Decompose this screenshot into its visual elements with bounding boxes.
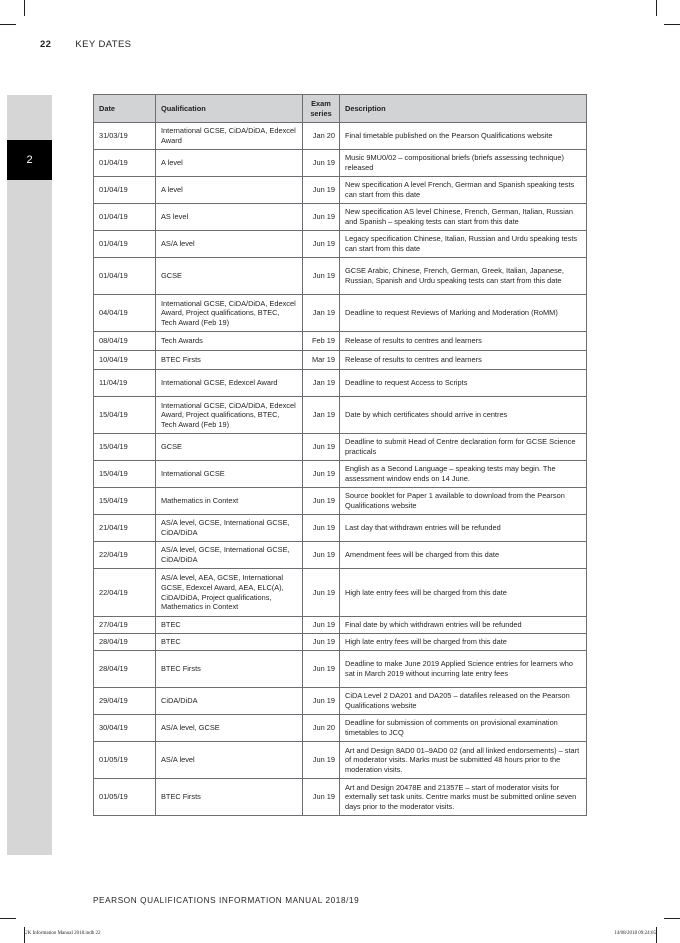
qualification-cell: BTEC Firsts <box>156 651 303 688</box>
table-row <box>94 177 587 204</box>
exam-series-cell: Jan 19 <box>303 397 340 434</box>
page-header <box>40 39 131 50</box>
description-cell: GCSE Arabic, Chinese, French, German, Greek, Italian, Japanese, Russian, Spanish and Urdu speaking tests can start from this date <box>340 258 587 295</box>
exam-series-cell: Jun 19 <box>303 150 340 177</box>
description-cell: Last day that withdrawn entries will be refunded <box>340 515 587 542</box>
crop-mark <box>24 0 25 16</box>
table-row <box>94 150 587 177</box>
date-cell: 10/04/19 <box>94 351 156 370</box>
column-header-qualification: Qualification <box>156 95 303 123</box>
date-cell: 30/04/19 <box>94 715 156 742</box>
date-cell: 28/04/19 <box>94 634 156 651</box>
table-row <box>94 434 587 461</box>
table-row <box>94 351 587 370</box>
date-cell: 15/04/19 <box>94 488 156 515</box>
exam-series-cell: Jun 19 <box>303 461 340 488</box>
table-row <box>94 742 587 779</box>
qualification-cell: AS/A level <box>156 231 303 258</box>
page-number: 22 <box>40 39 52 50</box>
table-row <box>94 617 587 634</box>
description-cell: Release of results to centres and learners <box>340 332 587 351</box>
section-title: KEY DATES <box>75 39 132 50</box>
date-cell: 15/04/19 <box>94 397 156 434</box>
crop-mark <box>0 918 16 919</box>
table-row <box>94 488 587 515</box>
description-cell: High late entry fees will be charged from this date <box>340 634 587 651</box>
qualification-cell: GCSE <box>156 434 303 461</box>
exam-series-cell: Jun 19 <box>303 569 340 617</box>
qualification-cell: A level <box>156 177 303 204</box>
table-row <box>94 258 587 295</box>
date-cell: 21/04/19 <box>94 515 156 542</box>
column-header-date: Date <box>94 95 156 123</box>
table-row <box>94 715 587 742</box>
date-cell: 15/04/19 <box>94 461 156 488</box>
qualification-cell: GCSE <box>156 258 303 295</box>
qualification-cell: Tech Awards <box>156 332 303 351</box>
print-slug-timestamp: 14/08/2018 09:24:05 <box>614 931 656 936</box>
exam-series-cell: Jun 19 <box>303 231 340 258</box>
crop-mark <box>664 24 680 25</box>
qualification-cell: BTEC Firsts <box>156 351 303 370</box>
table-row <box>94 332 587 351</box>
exam-series-cell: Feb 19 <box>303 332 340 351</box>
page-footer: PEARSON QUALIFICATIONS INFORMATION MANUAL 2018/19 <box>93 896 360 905</box>
description-cell: New specification A level French, German and Spanish speaking tests can start from this date <box>340 177 587 204</box>
date-cell: 28/04/19 <box>94 651 156 688</box>
date-cell: 01/04/19 <box>94 150 156 177</box>
date-cell: 22/04/19 <box>94 542 156 569</box>
exam-series-cell: Jun 19 <box>303 515 340 542</box>
date-cell: 08/04/19 <box>94 332 156 351</box>
exam-series-cell: Jun 19 <box>303 617 340 634</box>
description-cell: Deadline for submission of comments on provisional examination timetables to JCQ <box>340 715 587 742</box>
exam-series-cell: Jun 19 <box>303 542 340 569</box>
exam-series-cell: Jun 19 <box>303 634 340 651</box>
qualification-cell: AS/A level, GCSE <box>156 715 303 742</box>
exam-series-cell: Jan 19 <box>303 370 340 397</box>
exam-series-cell: Jun 19 <box>303 688 340 715</box>
exam-series-cell: Jun 19 <box>303 779 340 816</box>
description-cell: Deadline to submit Head of Centre declaration form for GCSE Science practicals <box>340 434 587 461</box>
description-cell: English as a Second Language – speaking tests may begin. The assessment window ends on 14 June. <box>340 461 587 488</box>
date-cell: 04/04/19 <box>94 295 156 332</box>
table-row <box>94 204 587 231</box>
table-row <box>94 123 587 150</box>
qualification-cell: AS/A level, GCSE, International GCSE, CiDA/DiDA <box>156 515 303 542</box>
table-row <box>94 688 587 715</box>
date-cell: 01/05/19 <box>94 779 156 816</box>
qualification-cell: International GCSE, CiDA/DiDA, Edexcel Award <box>156 123 303 150</box>
qualification-cell: International GCSE, CiDA/DiDA, Edexcel Award, Project qualifications, BTEC, Tech Award (Feb 19) <box>156 397 303 434</box>
exam-series-cell: Jun 19 <box>303 434 340 461</box>
qualification-cell: Mathematics in Context <box>156 488 303 515</box>
qualification-cell: International GCSE <box>156 461 303 488</box>
table-row <box>94 569 587 617</box>
date-cell: 01/04/19 <box>94 177 156 204</box>
exam-series-cell: Jun 19 <box>303 177 340 204</box>
date-cell: 15/04/19 <box>94 434 156 461</box>
description-cell: Deadline to request Access to Scripts <box>340 370 587 397</box>
description-cell: Music 9MU0/02 – compositional briefs (briefs assessing technique) released <box>340 150 587 177</box>
description-cell: High late entry fees will be charged from this date <box>340 569 587 617</box>
crop-mark <box>656 927 657 943</box>
description-cell: Release of results to centres and learners <box>340 351 587 370</box>
chapter-tab <box>7 140 52 180</box>
date-cell: 01/04/19 <box>94 204 156 231</box>
description-cell: Date by which certificates should arrive in centres <box>340 397 587 434</box>
exam-series-cell: Jan 19 <box>303 295 340 332</box>
description-cell: Source booklet for Paper 1 available to download from the Pearson Qualifications website <box>340 488 587 515</box>
description-cell: Amendment fees will be charged from this date <box>340 542 587 569</box>
description-cell: Legacy specification Chinese, Italian, Russian and Urdu speaking tests can start from this date <box>340 231 587 258</box>
table-row <box>94 370 587 397</box>
table-header-row <box>94 95 587 123</box>
key-dates-table <box>93 94 587 816</box>
qualification-cell: A level <box>156 150 303 177</box>
qualification-cell: AS/A level <box>156 742 303 779</box>
column-header-exam-series: Exam series <box>303 95 340 123</box>
description-cell: Deadline to make June 2019 Applied Science entries for learners who sat in March 2019 without incurring late entry fees <box>340 651 587 688</box>
qualification-cell: BTEC Firsts <box>156 779 303 816</box>
table-row <box>94 461 587 488</box>
date-cell: 11/04/19 <box>94 370 156 397</box>
side-bar <box>7 95 52 855</box>
crop-mark <box>0 24 16 25</box>
qualification-cell: AS/A level, AEA, GCSE, International GCSE, Edexcel Award, AEA, ELC(A), CiDA/DiDA, Project qualifications, Mathematics in Context <box>156 569 303 617</box>
qualification-cell: International GCSE, CiDA/DiDA, Edexcel Award, Project qualifications, BTEC, Tech Award (Feb 19) <box>156 295 303 332</box>
table-row <box>94 542 587 569</box>
qualification-cell: AS level <box>156 204 303 231</box>
table-row <box>94 779 587 816</box>
qualification-cell: BTEC <box>156 634 303 651</box>
description-cell: Deadline to request Reviews of Marking and Moderation (RoMM) <box>340 295 587 332</box>
description-cell: New specification AS level Chinese, French, German, Italian, Russian and Spanish – speaking tests can start from this date <box>340 204 587 231</box>
exam-series-cell: Jun 19 <box>303 488 340 515</box>
table-row <box>94 397 587 434</box>
qualification-cell: BTEC <box>156 617 303 634</box>
date-cell: 27/04/19 <box>94 617 156 634</box>
table-row <box>94 231 587 258</box>
exam-series-cell: Jun 19 <box>303 204 340 231</box>
qualification-cell: International GCSE, Edexcel Award <box>156 370 303 397</box>
table-row <box>94 295 587 332</box>
table-row <box>94 634 587 651</box>
description-cell: Final timetable published on the Pearson Qualifications website <box>340 123 587 150</box>
crop-mark <box>664 918 680 919</box>
print-slug-file: UK Information Manual 2018.indb 22 <box>24 931 101 936</box>
description-cell: Art and Design 20478E and 21357E – start of moderator visits for externally set task units. Centre marks must be submitted online seven days prior to the moderator visits. <box>340 779 587 816</box>
chapter-tab-label: 2 <box>26 154 33 166</box>
qualification-cell: CiDA/DiDA <box>156 688 303 715</box>
date-cell: 01/04/19 <box>94 258 156 295</box>
date-cell: 29/04/19 <box>94 688 156 715</box>
column-header-description: Description <box>340 95 587 123</box>
date-cell: 31/03/19 <box>94 123 156 150</box>
description-cell: Art and Design 8AD0 01–9AD0 02 (and all linked endorsements) – start of moderator visits. Marks must be submitted 48 hours prior to the moderation visits. <box>340 742 587 779</box>
exam-series-cell: Jun 19 <box>303 258 340 295</box>
exam-series-cell: Jan 20 <box>303 123 340 150</box>
qualification-cell: AS/A level, GCSE, International GCSE, CiDA/DiDA <box>156 542 303 569</box>
exam-series-cell: Jun 20 <box>303 715 340 742</box>
date-cell: 01/05/19 <box>94 742 156 779</box>
date-cell: 01/04/19 <box>94 231 156 258</box>
description-cell: Final date by which withdrawn entries will be refunded <box>340 617 587 634</box>
date-cell: 22/04/19 <box>94 569 156 617</box>
crop-mark <box>656 0 657 16</box>
exam-series-cell: Jun 19 <box>303 651 340 688</box>
table-row <box>94 651 587 688</box>
exam-series-cell: Jun 19 <box>303 742 340 779</box>
exam-series-cell: Mar 19 <box>303 351 340 370</box>
description-cell: CiDA Level 2 DA201 and DA205 – datafiles released on the Pearson Qualifications website <box>340 688 587 715</box>
table-row <box>94 515 587 542</box>
